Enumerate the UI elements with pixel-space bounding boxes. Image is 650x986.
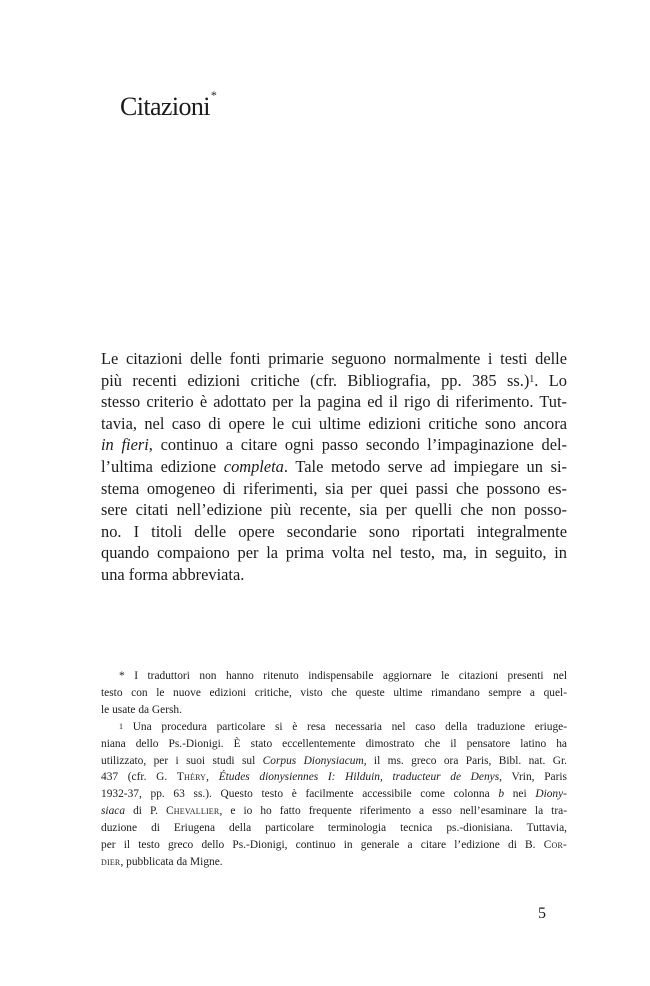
text-run: , e io ho fatto frequente riferimento a esso nell’esaminare la tra- bbox=[219, 805, 567, 818]
text-line bbox=[101, 564, 567, 586]
footnote-line bbox=[101, 702, 567, 719]
footnote-line bbox=[101, 803, 567, 820]
text-run: Una procedura particolare si è resa necessaria nel caso della traduzione eriuge- bbox=[123, 720, 567, 733]
text-line bbox=[101, 456, 567, 478]
text-run: . Tale metodo serve ad impiegare un si- bbox=[283, 456, 568, 476]
text-run: , Vrin, Paris bbox=[499, 771, 567, 784]
text-run: più recenti edizioni critiche (cfr. Bibliografia, pp. 385 ss.) bbox=[101, 370, 530, 390]
text-run: utilizzato, per i suoi studi sul bbox=[101, 754, 263, 767]
footnote-line bbox=[101, 685, 567, 702]
text-line bbox=[101, 413, 567, 435]
text-run: , bbox=[206, 771, 219, 784]
author-name: Cor- bbox=[543, 839, 567, 852]
footnote-line bbox=[101, 837, 567, 854]
text-run: 437 (cfr. G. bbox=[101, 771, 177, 784]
text-run: 1932-37, pp. 63 ss.). Questo testo è facilmente accessibile come colonna bbox=[101, 788, 499, 801]
footnotes bbox=[101, 668, 567, 871]
text-run: no. I titoli delle opere secondarie sono riportati integralmente bbox=[101, 521, 567, 541]
text-run: l’ultima edizione bbox=[101, 456, 224, 476]
footnote-line bbox=[101, 736, 567, 753]
text-line bbox=[101, 521, 567, 543]
text-run: . Lo bbox=[534, 370, 567, 390]
text-run: stesso criterio è adottato per la pagina ed il rigo di riferimento. Tut- bbox=[101, 392, 567, 412]
text-line bbox=[101, 499, 567, 521]
footnote-line bbox=[101, 769, 567, 786]
text-run: tavia, nel caso di opere le cui ultime edizioni critiche sono ancora bbox=[101, 413, 567, 433]
footnote-marker-star: * bbox=[210, 88, 217, 102]
footnote-line bbox=[101, 786, 567, 803]
footnote-reference: 1 bbox=[529, 373, 535, 385]
footnote-line bbox=[101, 719, 567, 736]
text-line bbox=[101, 370, 567, 392]
text-run: per il testo greco dello Ps.-Dionigi, continuo in generale a citare l’edizione di B. bbox=[101, 839, 544, 852]
text-run: , il ms. greco ora Paris, Bibl. nat. Gr. bbox=[363, 754, 567, 767]
text-line bbox=[101, 542, 567, 564]
italic-text: completa bbox=[223, 456, 284, 476]
text-run: stema omogeneo di riferimenti, sia per quei passi che possono es- bbox=[101, 478, 567, 498]
text-run: sere citati nell’edizione più recente, sia per quelli che non posso- bbox=[101, 500, 567, 520]
text-run: quando compaiono per la prima volta nel testo, ma, in seguito, in bbox=[101, 543, 567, 563]
footnote-line bbox=[101, 753, 567, 770]
text-run: testo con le nuove edizioni critiche, visto che queste ultime rimandano sempre a quel- bbox=[101, 686, 567, 699]
italic-text: Corpus Dionysiacum bbox=[262, 754, 364, 767]
footnote-line bbox=[101, 668, 567, 685]
text-line bbox=[101, 434, 567, 456]
footnote-line bbox=[101, 820, 567, 837]
text-line bbox=[101, 391, 567, 413]
chapter-title-text: Citazioni bbox=[120, 92, 210, 121]
italic-text: siaca bbox=[101, 805, 126, 818]
text-run: niana dello Ps.-Dionigi. È stato eccellentemente dimostrato che il pensatore latino ha bbox=[101, 737, 567, 750]
text-line bbox=[101, 478, 567, 500]
page-number: 5 bbox=[538, 905, 546, 922]
author-name: Chevallier bbox=[165, 805, 220, 818]
footnote-line bbox=[101, 854, 567, 871]
text-run: le usate da Gersh. bbox=[101, 703, 182, 716]
italic-text: in fieri bbox=[101, 435, 149, 455]
italic-text: Diony- bbox=[535, 788, 567, 801]
author-name: dier bbox=[101, 855, 121, 868]
text-run: * I traduttori non hanno ritenuto indispensabile aggiornare le citazioni presenti nel bbox=[119, 670, 567, 682]
italic-text: b bbox=[498, 788, 505, 801]
text-run: Le citazioni delle fonti primarie seguono normalmente i testi delle bbox=[101, 349, 567, 368]
text-run: una forma abbreviata. bbox=[101, 564, 245, 584]
text-run: duzione di Eriugena della particolare terminologia tecnica ps.-dionisiana. Tuttavia, bbox=[101, 822, 567, 835]
body-paragraph bbox=[101, 348, 567, 586]
chapter-title bbox=[120, 88, 217, 122]
text-run: nei bbox=[504, 788, 536, 801]
text-line bbox=[101, 348, 567, 370]
author-name: Théry bbox=[176, 771, 207, 784]
text-run: di P. bbox=[125, 805, 166, 818]
text-run: , pubblicata da Migne. bbox=[120, 855, 223, 868]
footnote-reference: 1 bbox=[119, 721, 123, 731]
italic-text: Études dionysiennes I: Hilduin, traducteur de Denys bbox=[218, 771, 500, 784]
text-run: , continuo a citare ogni passo secondo l’impaginazione del- bbox=[148, 435, 567, 455]
